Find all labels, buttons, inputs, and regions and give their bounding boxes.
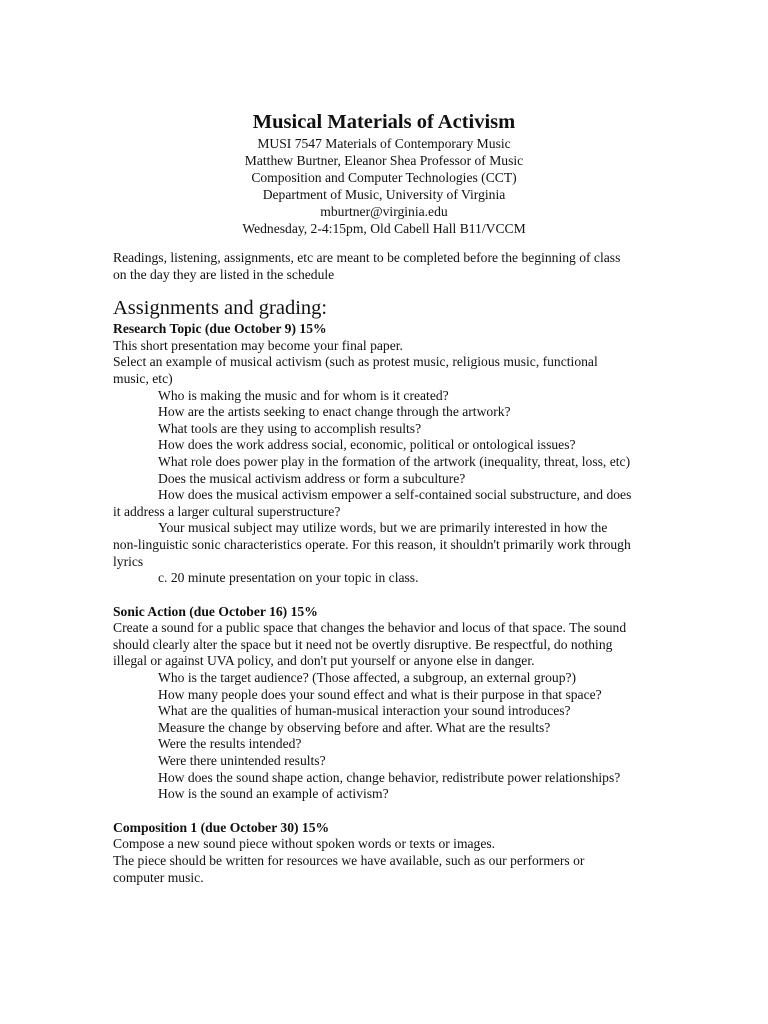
research-question: c. 20 minute presentation on your topic in class. — [158, 570, 419, 586]
program: Composition and Computer Technologies (CCT) — [251, 169, 517, 185]
research-question: Your musical subject may utilize words, but we are primarily interested in how the non-linguistic sonic characteristics operate. For this reason, it shouldn't primarily work through lyrics — [113, 520, 631, 569]
sonic-question: Were the results intended? — [158, 736, 302, 752]
research-question: How does the musical activism empower a self-contained social substructure, and does it address a larger cultural superstructure? — [113, 487, 632, 519]
syllabus-body — [113, 250, 633, 886]
sonic-action-heading: Sonic Action (due October 16) 15% — [113, 603, 318, 619]
research-line: Select an example of musical activism (such as protest music, religious music, functional music, etc) — [113, 354, 598, 386]
syllabus-header — [0, 108, 768, 237]
course-number: MUSI 7547 Materials of Contemporary Music — [257, 136, 511, 151]
research-question: How does the work address social, economic, political or ontological issues? — [158, 437, 576, 453]
sonic-question: Were there unintended results? — [158, 753, 326, 769]
department: Department of Music, University of Virginia — [262, 186, 506, 202]
sonic-action-description: Create a sound for a public space that changes the behavior and locus of that space. The sound should clearly alter the space but it need not be overtly disruptive. Be respectful, do nothing illegal or against UVA policy, and don't put yourself or anyone else in danger. — [113, 620, 627, 669]
sonic-question: Who is the target audience? (Those affected, a subgroup, an external group?) — [158, 670, 577, 686]
email: mburtner@virginia.edu — [320, 203, 448, 219]
sonic-question: What are the qualities of human-musical interaction your sound introduces? — [158, 703, 571, 719]
research-question: Does the musical activism address or form a subculture? — [158, 470, 466, 486]
research-question: What tools are they using to accomplish results? — [158, 420, 422, 436]
research-question: What role does power play in the formation of the artwork (inequality, threat, loss, etc) — [158, 453, 631, 469]
composition-line: Compose a new sound piece without spoken words or texts or images. — [113, 836, 496, 852]
assignments-heading: Assignments and grading: — [113, 297, 328, 320]
sonic-question: Measure the change by observing before and after. What are the results? — [158, 719, 551, 735]
composition-heading: Composition 1 (due October 30) 15% — [113, 819, 330, 835]
sonic-question: How many people does your sound effect and what is their purpose in that space? — [158, 686, 602, 702]
sonic-question: How is the sound an example of activism? — [158, 786, 389, 802]
instructor: Matthew Burtner, Eleanor Shea Professor of Music — [244, 152, 524, 168]
course-title: Musical Materials of Activism — [252, 111, 516, 133]
composition-line: The piece should be written for resources we have available, such as our performers or computer music. — [113, 853, 585, 885]
research-question: Who is making the music and for whom is it created? — [158, 387, 449, 403]
research-line: This short presentation may become your final paper. — [113, 337, 403, 353]
intro-paragraph: Readings, listening, assignments, etc are meant to be completed before the beginning of class on the day they are listed in the schedule — [113, 250, 621, 282]
schedule: Wednesday, 2-4:15pm, Old Cabell Hall B11/VCCM — [242, 220, 526, 236]
research-topic-heading: Research Topic (due October 9) 15% — [113, 321, 327, 337]
research-question: How are the artists seeking to enact change through the artwork? — [158, 404, 511, 420]
sonic-question: How does the sound shape action, change behavior, redistribute power relationships? — [158, 769, 621, 785]
